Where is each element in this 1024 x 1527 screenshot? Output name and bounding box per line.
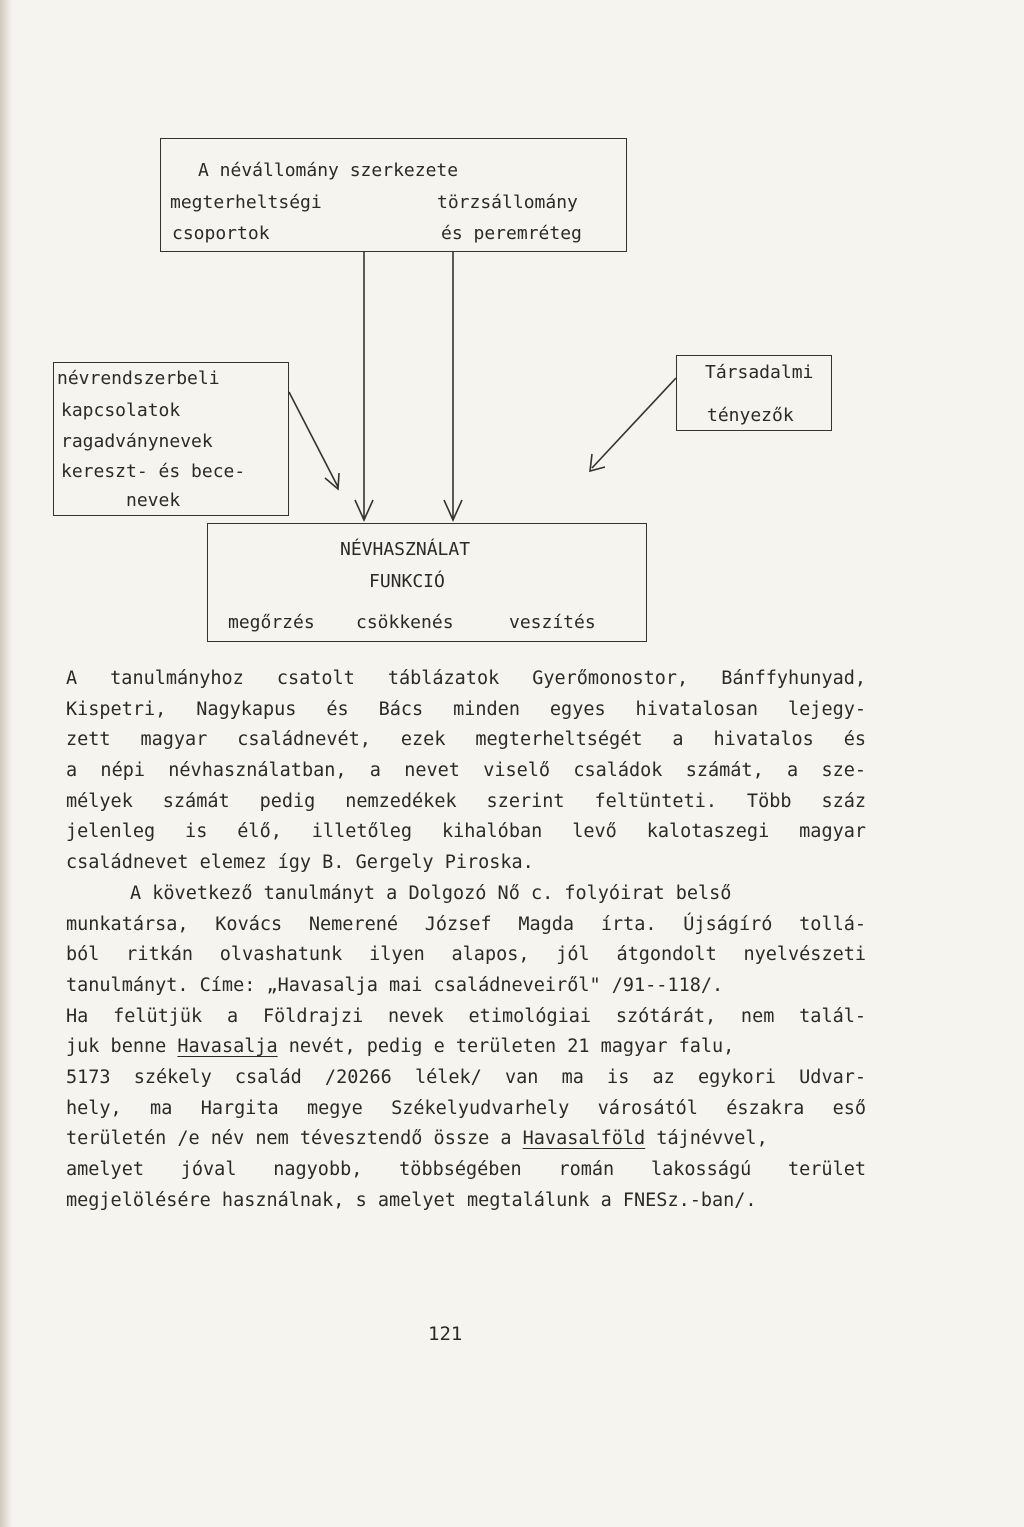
name-system-line-1: névrendszerbeli xyxy=(57,368,220,389)
diagram-arrows xyxy=(0,0,1024,700)
p1-line: a népi névhasználatban, a nevet viselő családok számát, a sze- xyxy=(66,760,866,782)
p3-line: 5173 székely család /20266 lélek/ van ma is az egykori Udvar- xyxy=(66,1066,866,1088)
name-system-line-3: ragadványnevek xyxy=(61,431,213,452)
function-label: FUNKCIÓ xyxy=(369,571,445,592)
p3-line-5-start: területén /e név nem tévesztendő össze a xyxy=(66,1128,523,1150)
p3-line xyxy=(66,1124,866,1155)
havasalja-underlined: Havasalja xyxy=(177,1036,278,1058)
p3-line-2-end: nevét, pedig e területen 21 magyar falu, xyxy=(277,1036,735,1058)
name-system-line-4: kereszt- és bece- xyxy=(61,461,246,482)
p1-line: A tanulmányhoz csatolt táblázatok Gyerőmonostor, Bánffyhunyad, xyxy=(66,668,866,689)
preservation-label: megőrzés xyxy=(228,612,315,633)
p1-line: jelenleg is élő, illetőleg kihalóban levő kalotaszegi magyar xyxy=(66,821,866,843)
havasalfold-underlined: Havasalföld xyxy=(522,1128,646,1150)
p3-line: amelyet jóval nagyobb, többségében román lakosságú terület xyxy=(66,1159,866,1180)
arrow-line-social-factors xyxy=(592,378,676,468)
burden-groups-label-2: csoportok xyxy=(172,223,270,244)
p3-line: hely, ma Hargita megye Székelyudvarhely városától északra eső xyxy=(66,1097,866,1119)
p2-line: tanulmányt. Címe: „Havasalja mai családneveiről" /91--118/. xyxy=(66,974,724,996)
name-usage-title: NÉVHASZNÁLAT xyxy=(340,539,471,560)
p3-line-5-end: tájnévvel, xyxy=(645,1128,768,1150)
p1-line: zett magyar családnevét, ezek megterheltségét a hivatalos és xyxy=(66,729,866,751)
name-system-line-2: kapcsolatok xyxy=(61,400,181,421)
p3-line: megjelölésére használnak, s amelyet megtalálunk a FNESz.-ban/. xyxy=(66,1189,757,1211)
p1-line: családnevet elemez így B. Gergely Piroska. xyxy=(66,852,534,874)
loss-label: veszítés xyxy=(509,612,596,633)
burden-groups-label-1: megterheltségi xyxy=(170,192,322,213)
name-system-line-5: nevek xyxy=(126,490,181,511)
p3-line: Ha felütjük a Földrajzi nevek etimológiai szótárát, nem talál- xyxy=(66,1005,866,1027)
p1-line: Kispetri, Nagykapus és Bács minden egyes hivatalosan lejegy- xyxy=(66,698,866,720)
arrow-line-name-system xyxy=(289,392,338,487)
body-text xyxy=(66,664,866,1216)
decrease-label: csökkenés xyxy=(356,612,454,633)
p2-line: munkatársa, Kovács Nemerené József Magda írta. Újságíró tollá- xyxy=(66,913,866,935)
p3-line xyxy=(66,1032,866,1063)
social-factors-line-2: tényezők xyxy=(707,405,794,426)
structure-title: A névállomány szerkezete xyxy=(198,160,459,181)
p1-line: mélyek számát pedig nemzedékek szerint feltünteti. Több száz xyxy=(66,790,866,812)
p2-line: A következő tanulmányt a Dolgozó Nő c. folyóirat belső xyxy=(130,882,732,904)
p3-line-2-start: juk benne xyxy=(66,1036,178,1058)
p2-line: ból ritkán olvashatunk ilyen alapos, jól átgondolt nyelvészeti xyxy=(66,944,866,966)
core-stock-label-1: törzsállomány xyxy=(437,192,578,213)
page-number: 121 xyxy=(428,1323,463,1345)
social-factors-line-1: Társadalmi xyxy=(705,362,814,383)
core-stock-label-2: és peremréteg xyxy=(441,223,582,244)
